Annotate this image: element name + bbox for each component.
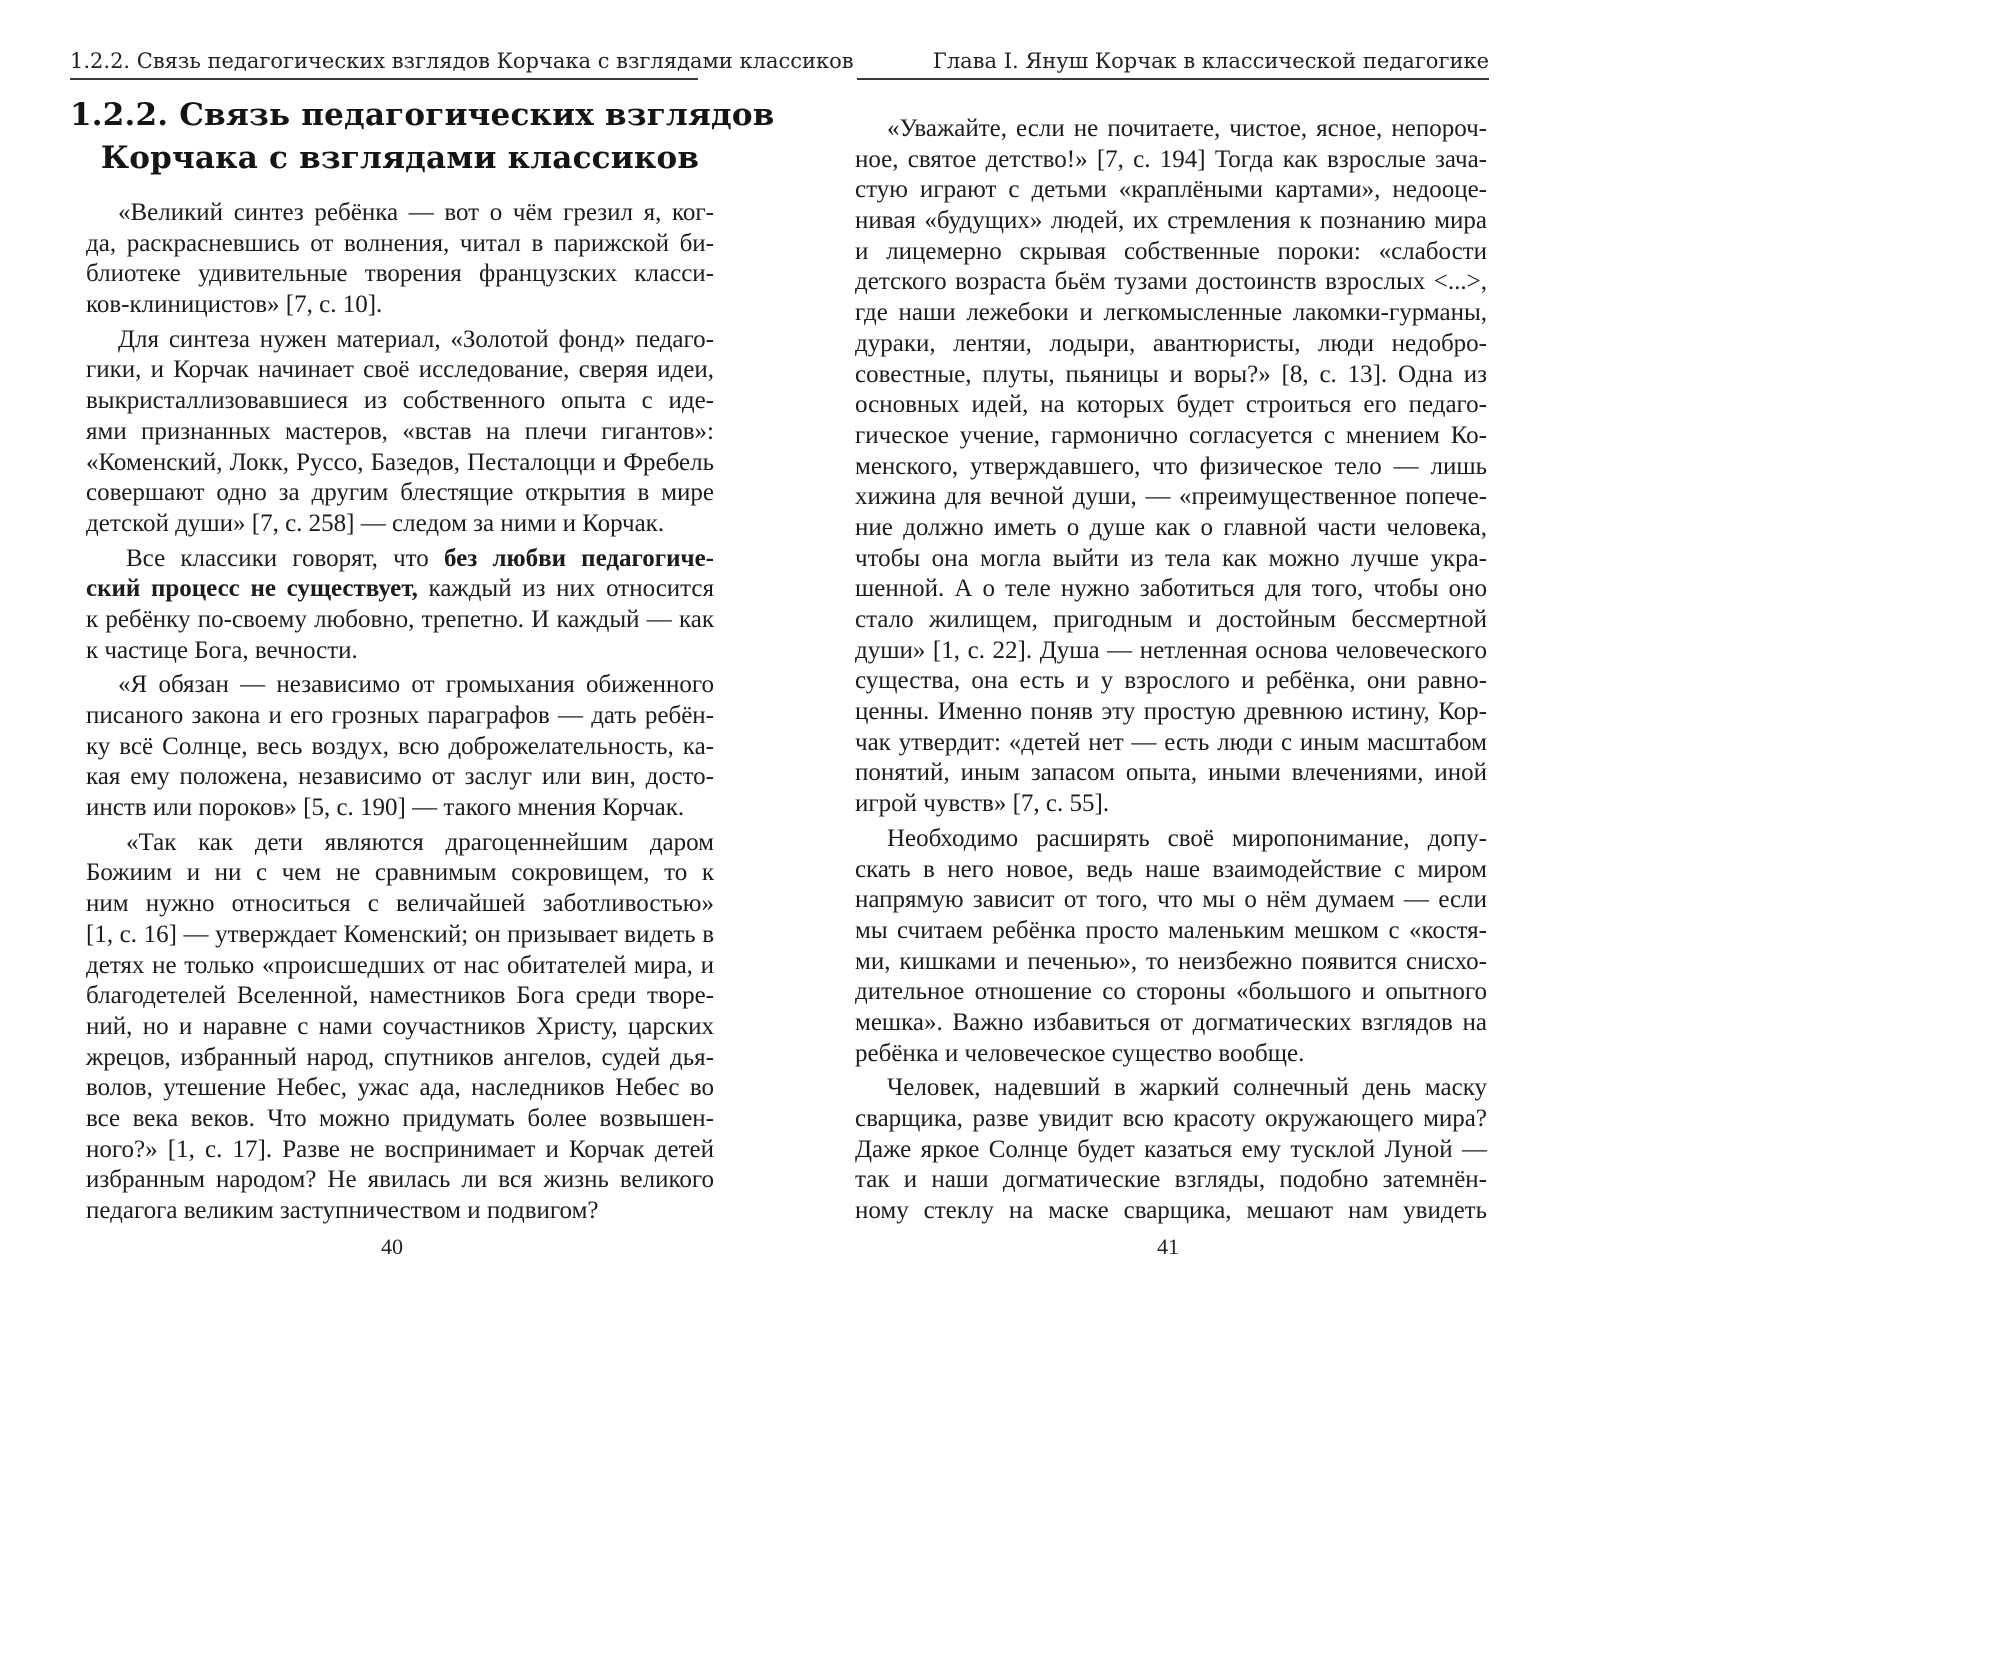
text-line: «Великий синтез ребёнка — вот о чём грезил я, ког- — [118, 199, 714, 226]
text-line: души» [1, с. 22]. Душа — нетленная основа человеческого — [855, 636, 1487, 664]
text-line: где наши лежебоки и легкомысленные лакомки-гурманы, — [855, 299, 1487, 327]
text-line: игрой чувств» [7, с. 55]. — [855, 790, 1110, 818]
page-number: 40 — [381, 1234, 403, 1259]
text-line: дительное отношение со стороны «большого и опытного — [855, 978, 1487, 1006]
body-text — [86, 198, 714, 1227]
text-line: ние должно иметь о душе как о главной части человека, — [855, 513, 1487, 541]
text-fragment: каждый из них относится — [417, 575, 714, 603]
text-line: Человек, надевший в жаркий солнечный день маску — [887, 1074, 1487, 1102]
text-line: дураки, лентяи, лодыри, авантюристы, люди недобро- — [855, 329, 1487, 357]
text-line: существа, она есть и у взрослого и ребёнка, они равно- — [855, 667, 1487, 695]
text-line: совершают одно за другим блестящие открытия в мире — [86, 479, 714, 507]
text-line: «Я обязан — независимо от громыхания обиженного — [118, 671, 714, 699]
text-line: «Так как дети являются драгоценнейшим даром — [126, 828, 714, 856]
text-line: чтобы она могла выйти из тела как можно лучше укра- — [855, 544, 1487, 572]
text-line: избранным народом? Не явилась ли вся жизнь великого — [86, 1166, 714, 1194]
title-line: Корчака с взглядами классиков — [100, 140, 700, 176]
text-line: к частице Бога, вечности. — [86, 636, 358, 664]
text-line: стало жилищем, пригодным и достойным бессмертной — [855, 606, 1487, 633]
text-line: [1, с. 16] — утверждает Коменский; он призывает видеть в — [86, 920, 714, 948]
text-line: мы считаем ребёнка просто маленьким мешком с «костя- — [855, 916, 1487, 944]
text-line: напрямую зависит от того, что мы о нём думаем — если — [855, 886, 1487, 914]
emphasis-text: без любви педагогиче- — [443, 544, 714, 572]
header-rule — [70, 78, 698, 80]
text-line: так и наши догматические взгляды, подобно затемнён- — [855, 1166, 1487, 1194]
text-line: блиотеке удивительные творения французских класси- — [86, 260, 714, 288]
text-fragment: Все классики говорят, что — [126, 544, 444, 572]
text-line: ку всё Солнце, весь воздух, всю доброжелательность, ка- — [86, 732, 714, 760]
text-line: и лицемерно скрывая собственные пороки: «слабости — [855, 237, 1487, 265]
running-head: Глава I. Януш Корчак в классической педагогике — [932, 49, 1489, 73]
text-line: гическое учение, гармонично согласуется с мнением Ко- — [855, 421, 1487, 449]
header-rule — [857, 78, 1489, 80]
text-line: ного?» [1, с. 17]. Разве не воспринимает и Корчак детей — [86, 1135, 714, 1163]
body-text — [855, 114, 1487, 1227]
running-head: 1.2.2. Связь педагогических взглядов Корчака с взглядами классиков — [70, 49, 854, 73]
text-line: кая ему положена, независимо от заслуг или вин, досто- — [86, 763, 714, 791]
text-line: менского, утверждавшего, что физическое тело — лишь — [855, 452, 1487, 480]
left-page — [0, 0, 854, 1294]
text-line: понятий, иным запасом опыта, иными влечениями, иной — [855, 759, 1487, 787]
text-line: гики, и Корчак начинает своё исследование, сверяя идеи, — [86, 356, 714, 384]
text-line: детского возраста бьём тузами достоинств взрослых <...>, — [855, 268, 1487, 296]
emphasis-text: ский процесс не существует, — [86, 575, 418, 603]
text-line — [86, 544, 714, 575]
title-line: 1.2.2. Связь педагогических взглядов — [70, 97, 775, 133]
text-line: детях не только «происшедших от нас обитателей мира, и — [86, 951, 714, 979]
section-title — [70, 94, 775, 180]
text-line: «Коменский, Локк, Руссо, Базедов, Песталоцци и Фребель — [86, 448, 714, 476]
text-line: к ребёнку по-своему любовно, трепетно. И каждый — как — [86, 605, 714, 633]
text-line: ним нужно относиться с величайшей заботливостью» — [86, 890, 714, 918]
text-line: ному стеклу на маске сварщика, мешают нам увидеть — [855, 1197, 1487, 1225]
text-line: ребёнка и человеческое существо вообще. — [855, 1039, 1305, 1067]
text-line: «Уважайте, если не почитаете, чистое, ясное, непороч- — [887, 115, 1487, 142]
text-line: выкристаллизовавшиеся из собственного опыта с иде- — [86, 387, 714, 415]
text-line: мешка». Важно избавиться от догматических взглядов на — [855, 1008, 1487, 1036]
text-line: ми, кишками и печенью», то неизбежно появится снисхо- — [855, 947, 1487, 975]
text-line: хижина для вечной души, — «преимущественное попече- — [855, 483, 1487, 511]
text-line: ное, святое детство!» [7, с. 194] Тогда как взрослые зача- — [855, 145, 1487, 173]
text-line: Для синтеза нужен материал, «Золотой фонд» педаго- — [118, 325, 714, 353]
text-line: Божиим и ни с чем не сравнимым сокровищем, то к — [86, 859, 714, 887]
text-line: благодетелей Вселенной, наместников Бога среди творе- — [86, 982, 714, 1010]
text-line: шенной. А о теле нужно заботиться для того, чтобы оно — [855, 575, 1487, 603]
page-number: 41 — [1157, 1234, 1179, 1259]
text-line: жрецов, избранный народ, спутников ангелов, судей дья- — [86, 1043, 714, 1071]
text-line: да, раскрасневшись от волнения, читал в парижской би- — [86, 229, 714, 257]
text-line: ями признанных мастеров, «встав на плечи гигантов»: — [86, 417, 714, 445]
text-line: скать в него новое, ведь наше взаимодействие с миром — [855, 855, 1487, 883]
text-line: сварщика, разве увидит всю красоту окружающего мира? — [855, 1105, 1487, 1132]
text-line: ний, но и наравне с нами соучастников Христу, царских — [86, 1012, 714, 1040]
text-line: все века веков. Что можно придумать более возвышен- — [86, 1104, 714, 1132]
text-line: Необходимо расширять своё миропонимание, допу- — [887, 824, 1487, 852]
text-line: педагога великим заступничеством и подвигом? — [86, 1197, 599, 1224]
text-line: волов, утешение Небес, ужас ада, наследников Небес во — [86, 1074, 714, 1102]
text-line: инств или пороков» [5, с. 190] — такого мнения Корчак. — [86, 794, 685, 822]
right-page — [777, 0, 1554, 1294]
text-line: ценны. Именно поняв эту простую древнюю истину, Кор- — [855, 698, 1487, 726]
text-line — [86, 574, 714, 605]
text-line: совестные, плуты, пьяницы и воры?» [8, с. 13]. Одна из — [855, 360, 1487, 388]
text-line: ков-клиницистов» [7, с. 10]. — [86, 291, 383, 319]
text-line: детской души» [7, с. 258] — следом за ними и Корчак. — [86, 509, 665, 537]
text-line: чак утвердит: «детей нет — есть люди с иным масштабом — [855, 728, 1487, 756]
text-line: нивая «будущих» людей, их стремления к познанию мира — [855, 207, 1487, 235]
text-line: писаного закона и его грозных параграфов — дать ребён- — [86, 702, 714, 729]
text-line: основных идей, на которых будет строиться его педаго- — [855, 391, 1487, 419]
text-line: стую играют с детьми «краплёными картами», недооце- — [855, 176, 1487, 204]
text-line: Даже яркое Солнце будет казаться ему тусклой Луной — — [855, 1135, 1487, 1163]
